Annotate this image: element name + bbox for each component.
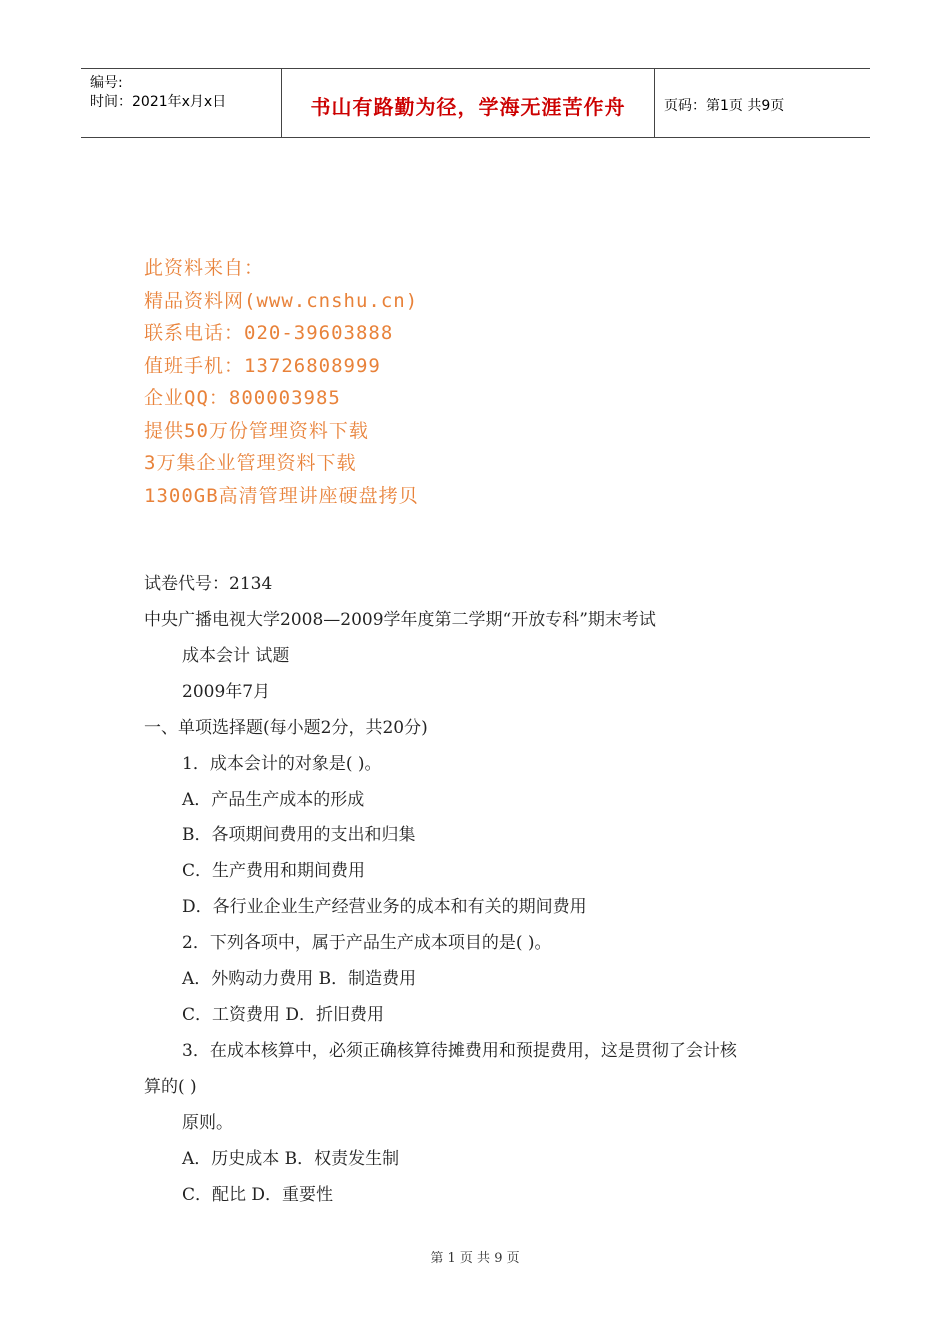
time-label: 时间：2021年x月x日 bbox=[90, 94, 227, 110]
promo-line: 此资料来自： bbox=[144, 257, 265, 279]
promo-line: 精品资料网(www.cnshu.cn) bbox=[144, 289, 419, 312]
number-label: 编号: bbox=[90, 75, 123, 91]
header-middle-cell bbox=[282, 69, 655, 137]
promo-line: 企业QQ：800003985 bbox=[144, 387, 341, 409]
question-3-line1: 3．在成本核算中，必须正确核算待摊费用和预提费用，这是贯彻了会计核 bbox=[182, 1041, 737, 1061]
promo-block bbox=[144, 255, 419, 515]
promo-line: 1300GB高清管理讲座硬盘拷贝 bbox=[144, 484, 419, 507]
motto: 书山有路勤为径，学海无涯苦作舟 bbox=[310, 95, 626, 119]
promo-line: 联系电话：020-39603888 bbox=[144, 322, 394, 344]
page-code: 页码：第1页 共9页 bbox=[664, 98, 785, 114]
question-2-options-cd: C．工资费用 D．折旧费用 bbox=[182, 1005, 385, 1025]
exam-code: 试卷代号：2134 bbox=[144, 574, 273, 594]
header-left-cell bbox=[81, 69, 282, 137]
promo-line: 值班手机：13726808999 bbox=[144, 354, 381, 377]
question-3-options-cd: C．配比 D．重要性 bbox=[182, 1185, 334, 1205]
question-2: 2．下列各项中，属于产品生产成本项目的是( )。 bbox=[182, 933, 552, 953]
question-1-option-a: A．产品生产成本的形成 bbox=[182, 790, 365, 810]
promo-line: 提供50万份管理资料下载 bbox=[144, 419, 369, 442]
section-heading: 一、单项选择题(每小题2分，共20分) bbox=[144, 718, 428, 738]
question-3-line2: 算的( ) bbox=[144, 1077, 197, 1097]
header-right-cell bbox=[655, 69, 870, 137]
question-3-options-ab: A．历史成本 B．权责发生制 bbox=[182, 1149, 400, 1169]
question-1-option-c: C．生产费用和期间费用 bbox=[182, 861, 366, 881]
question-1-option-d: D．各行业企业生产经营业务的成本和有关的期间费用 bbox=[182, 897, 587, 917]
exam-date: 2009年7月 bbox=[182, 682, 271, 702]
promo-line: 3万集企业管理资料下载 bbox=[144, 452, 357, 474]
question-1-option-b: B．各项期间费用的支出和归集 bbox=[182, 825, 416, 845]
page-footer: 第 1 页 共 9 页 bbox=[430, 1251, 520, 1266]
question-3-line3: 原则。 bbox=[182, 1113, 233, 1133]
question-2-options-ab: A．外购动力费用 B．制造费用 bbox=[182, 969, 417, 989]
university-title: 中央广播电视大学2008—2009学年度第二学期“开放专科”期末考试 bbox=[144, 610, 656, 630]
subject-title: 成本会计 试题 bbox=[182, 646, 290, 666]
question-1: 1．成本会计的对象是( )。 bbox=[182, 754, 382, 774]
header-table bbox=[81, 68, 870, 138]
